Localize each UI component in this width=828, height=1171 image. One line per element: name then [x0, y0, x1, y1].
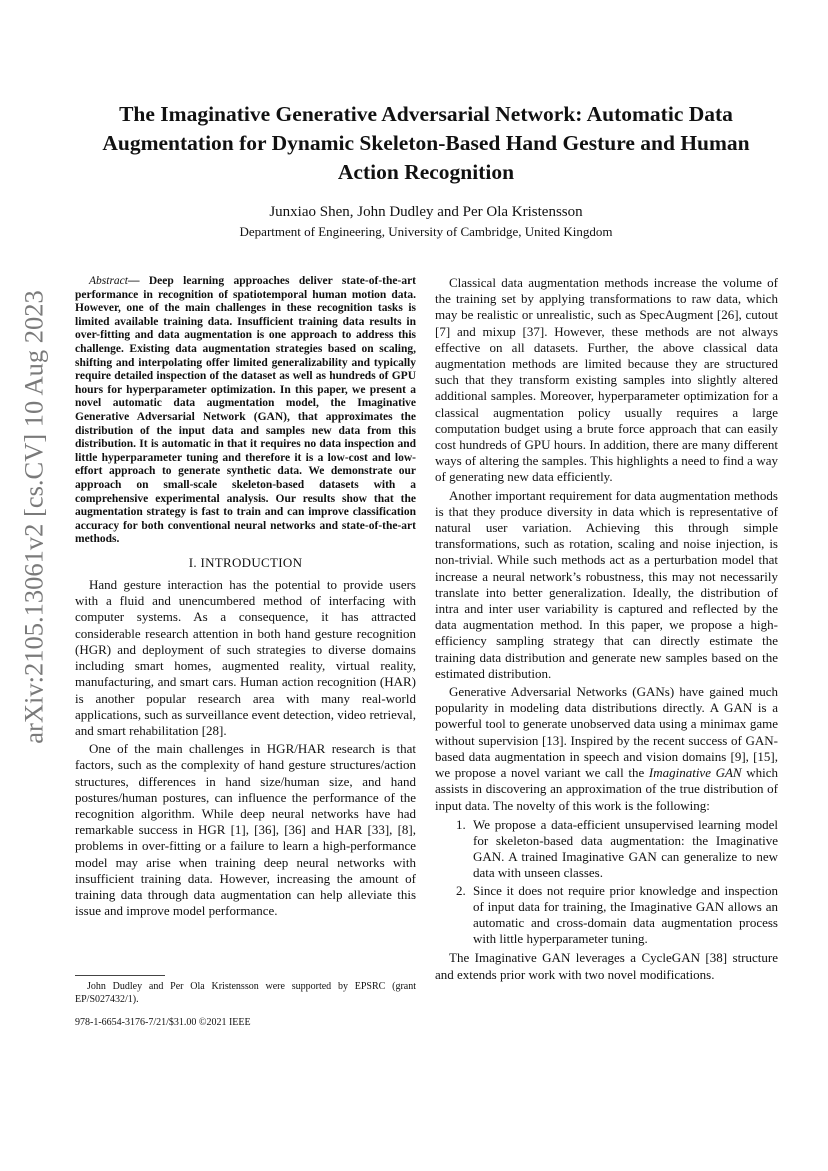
funding-text: John Dudley and Per Ola Kristensson were supported by EPSRC (grant EP/S027432/1).	[75, 981, 416, 1005]
contribution-list	[435, 817, 778, 948]
abstract-text: — Deep learning approaches deliver state-of-the-art performance in recognition of spatiotemporal human motion data. However, one of the main challenges in these recognition tasks is limited available training data. Insufficient training data results in over-fitting and data augmentation is one approach to address this challenge. Existing data augmentation strategies based on scaling, shifting and interpolating offer limited generalizability and typically require detailed inspection of the dataset as well as hundreds of GPU hours for hyperparameter optimization. In this paper, we present a novel automatic data augmentation model, the Imaginative Generative Adversarial Network (GAN), that approximates the distribution of the input data and samples new data from this distribution. It is automatic in that it requires no data inspection and little hyperparameter tuning and therefore it is a low-cost and low-effort approach to generate synthetic data. We demonstrate our approach on small-scale skeleton-based datasets with a comprehensive experimental analysis. Our results show that the augmentation strategy is fast to train and can improve classification accuracy for both conventional neural networks and state-of-the-art methods.	[75, 275, 416, 546]
right-paragraph-4: The Imaginative GAN leverages a CycleGAN [38] structure and extends prior work with two novel modifications.	[435, 950, 778, 982]
imaginative-gan-emphasis: Imaginative GAN	[648, 765, 742, 781]
contribution-item: 1. We propose a data-efficient unsupervised learning model for skeleton-based data augmentation: the Imaginative GAN. A trained Imaginative GAN can generalize to new data with unseen classes.	[469, 817, 778, 882]
intro-paragraph-1: Hand gesture interaction has the potential to provide users with a fluid and unencumbered method of interfacing with computer systems. As a consequence, it has attracted considerable research attention in both hand gesture recognition (HGR) and deployment of such strategies to diverse domains including smart homes, augmented reality, virtual reality, manufacturing, and smart cars. Human action recognition (HAR) is another popular research area with many real-world applications, such as surveillance event detection, video retrieval, and smart rehabilitation [28].	[75, 577, 416, 738]
section-heading-introduction: I. INTRODUCTION	[188, 554, 303, 570]
intro-paragraph-2: One of the main challenges in HGR/HAR research is that factors, such as the complexity of hand gesture structures/action structures, differences in hand size/human size, and hand postures/human postures, can influence the performance of the recognition algorithm. While deep neural networks have had remarkable success in HGR [1], [36], [36] and HAR [33], [8], problems in over-fitting or a failure to learn a high-performance model may arise when training deep neural networks with insufficient training data. However, increasing the amount of training data through data augmentation can help alleviate this issue and improve model performance.	[75, 741, 416, 919]
paper-title: The Imaginative Generative Adversarial Network: Automatic Data Augmentation for Dynamic Skeleton-Based Hand Gesture and Human Action Recognition	[102, 102, 750, 184]
right-paragraph-1: Classical data augmentation methods increase the volume of the training set by applying transformations to raw data, which may be realistic or unrealistic, such as SpecAugment [26], cutout [7] and mixup [37]. However, these methods are not always effective on all datasets. Further, the above classical data augmentation methods are limited because they are structured such that they transform existing samples into slightly altered additional samples. Moreover, hyperparameter optimization for a classical augmentation policy usually requires a large computation budget using a brute force approach that can easily cost hundreds of GPU hours. In addition, there are many different ways of altering the samples. This highlights a need to find a way of generating new data efficiently.	[435, 275, 778, 485]
p3-text-before: Generative Adversarial Networks (GANs) have gained much popularity in modeling data distributions directly. A GAN is a powerful tool to generate unobserved data using a minimax game without supervision [13]. Inspired by the recent success of GAN-based data augmentation in speech and vision domains [9], [15], we propose a novel variant we call the	[435, 684, 778, 781]
right-paragraph-3	[435, 684, 778, 814]
abstract-lead: Abstract	[89, 275, 128, 287]
right-column	[435, 275, 778, 983]
paper-authors: Junxiao Shen, John Dudley and Per Ola Kristensson	[269, 204, 583, 220]
p3-text-after: which assists in discovering an approximation of the true distribution of input data. The novelty of this work is the following:	[435, 765, 778, 813]
abstract	[75, 275, 416, 547]
contribution-item: 2. Since it does not require prior knowledge and inspection of input data for training, the Imaginative GAN allows an automatic and cross-domain data augmentation process with little hyperparameter tuning.	[469, 883, 778, 948]
footnote-rule	[75, 975, 165, 976]
arxiv-sidebar	[6, 290, 62, 744]
right-paragraph-2: Another important requirement for data augmentation methods is that they produce diversity in data which is representative of natural user variation. Achieving this through simple transformations, such as rotation, scaling and noise injection, is non-trivial. While such methods act as a perturbation model that increase a neural network’s robustness, this may not necessarily translate into better generalization. Ideally, the distribution of intra and inter user variability is captured and reflected by the data augmentation method. In this paper, we propose a high-efficiency sampling strategy that can directly estimate the training data distribution and generate new samples based on the estimated distribution.	[435, 487, 778, 681]
paper-affiliation: Department of Engineering, University of Cambridge, United Kingdom	[239, 224, 613, 239]
copyright-notice: 978-1-6654-3176-7/21/$31.00 ©2021 IEEE	[75, 1017, 251, 1028]
arxiv-identifier: arXiv:2105.13061v2 [cs.CV] 10 Aug 2023	[18, 290, 49, 744]
funding-footnote	[75, 980, 416, 1006]
left-column	[75, 275, 416, 919]
